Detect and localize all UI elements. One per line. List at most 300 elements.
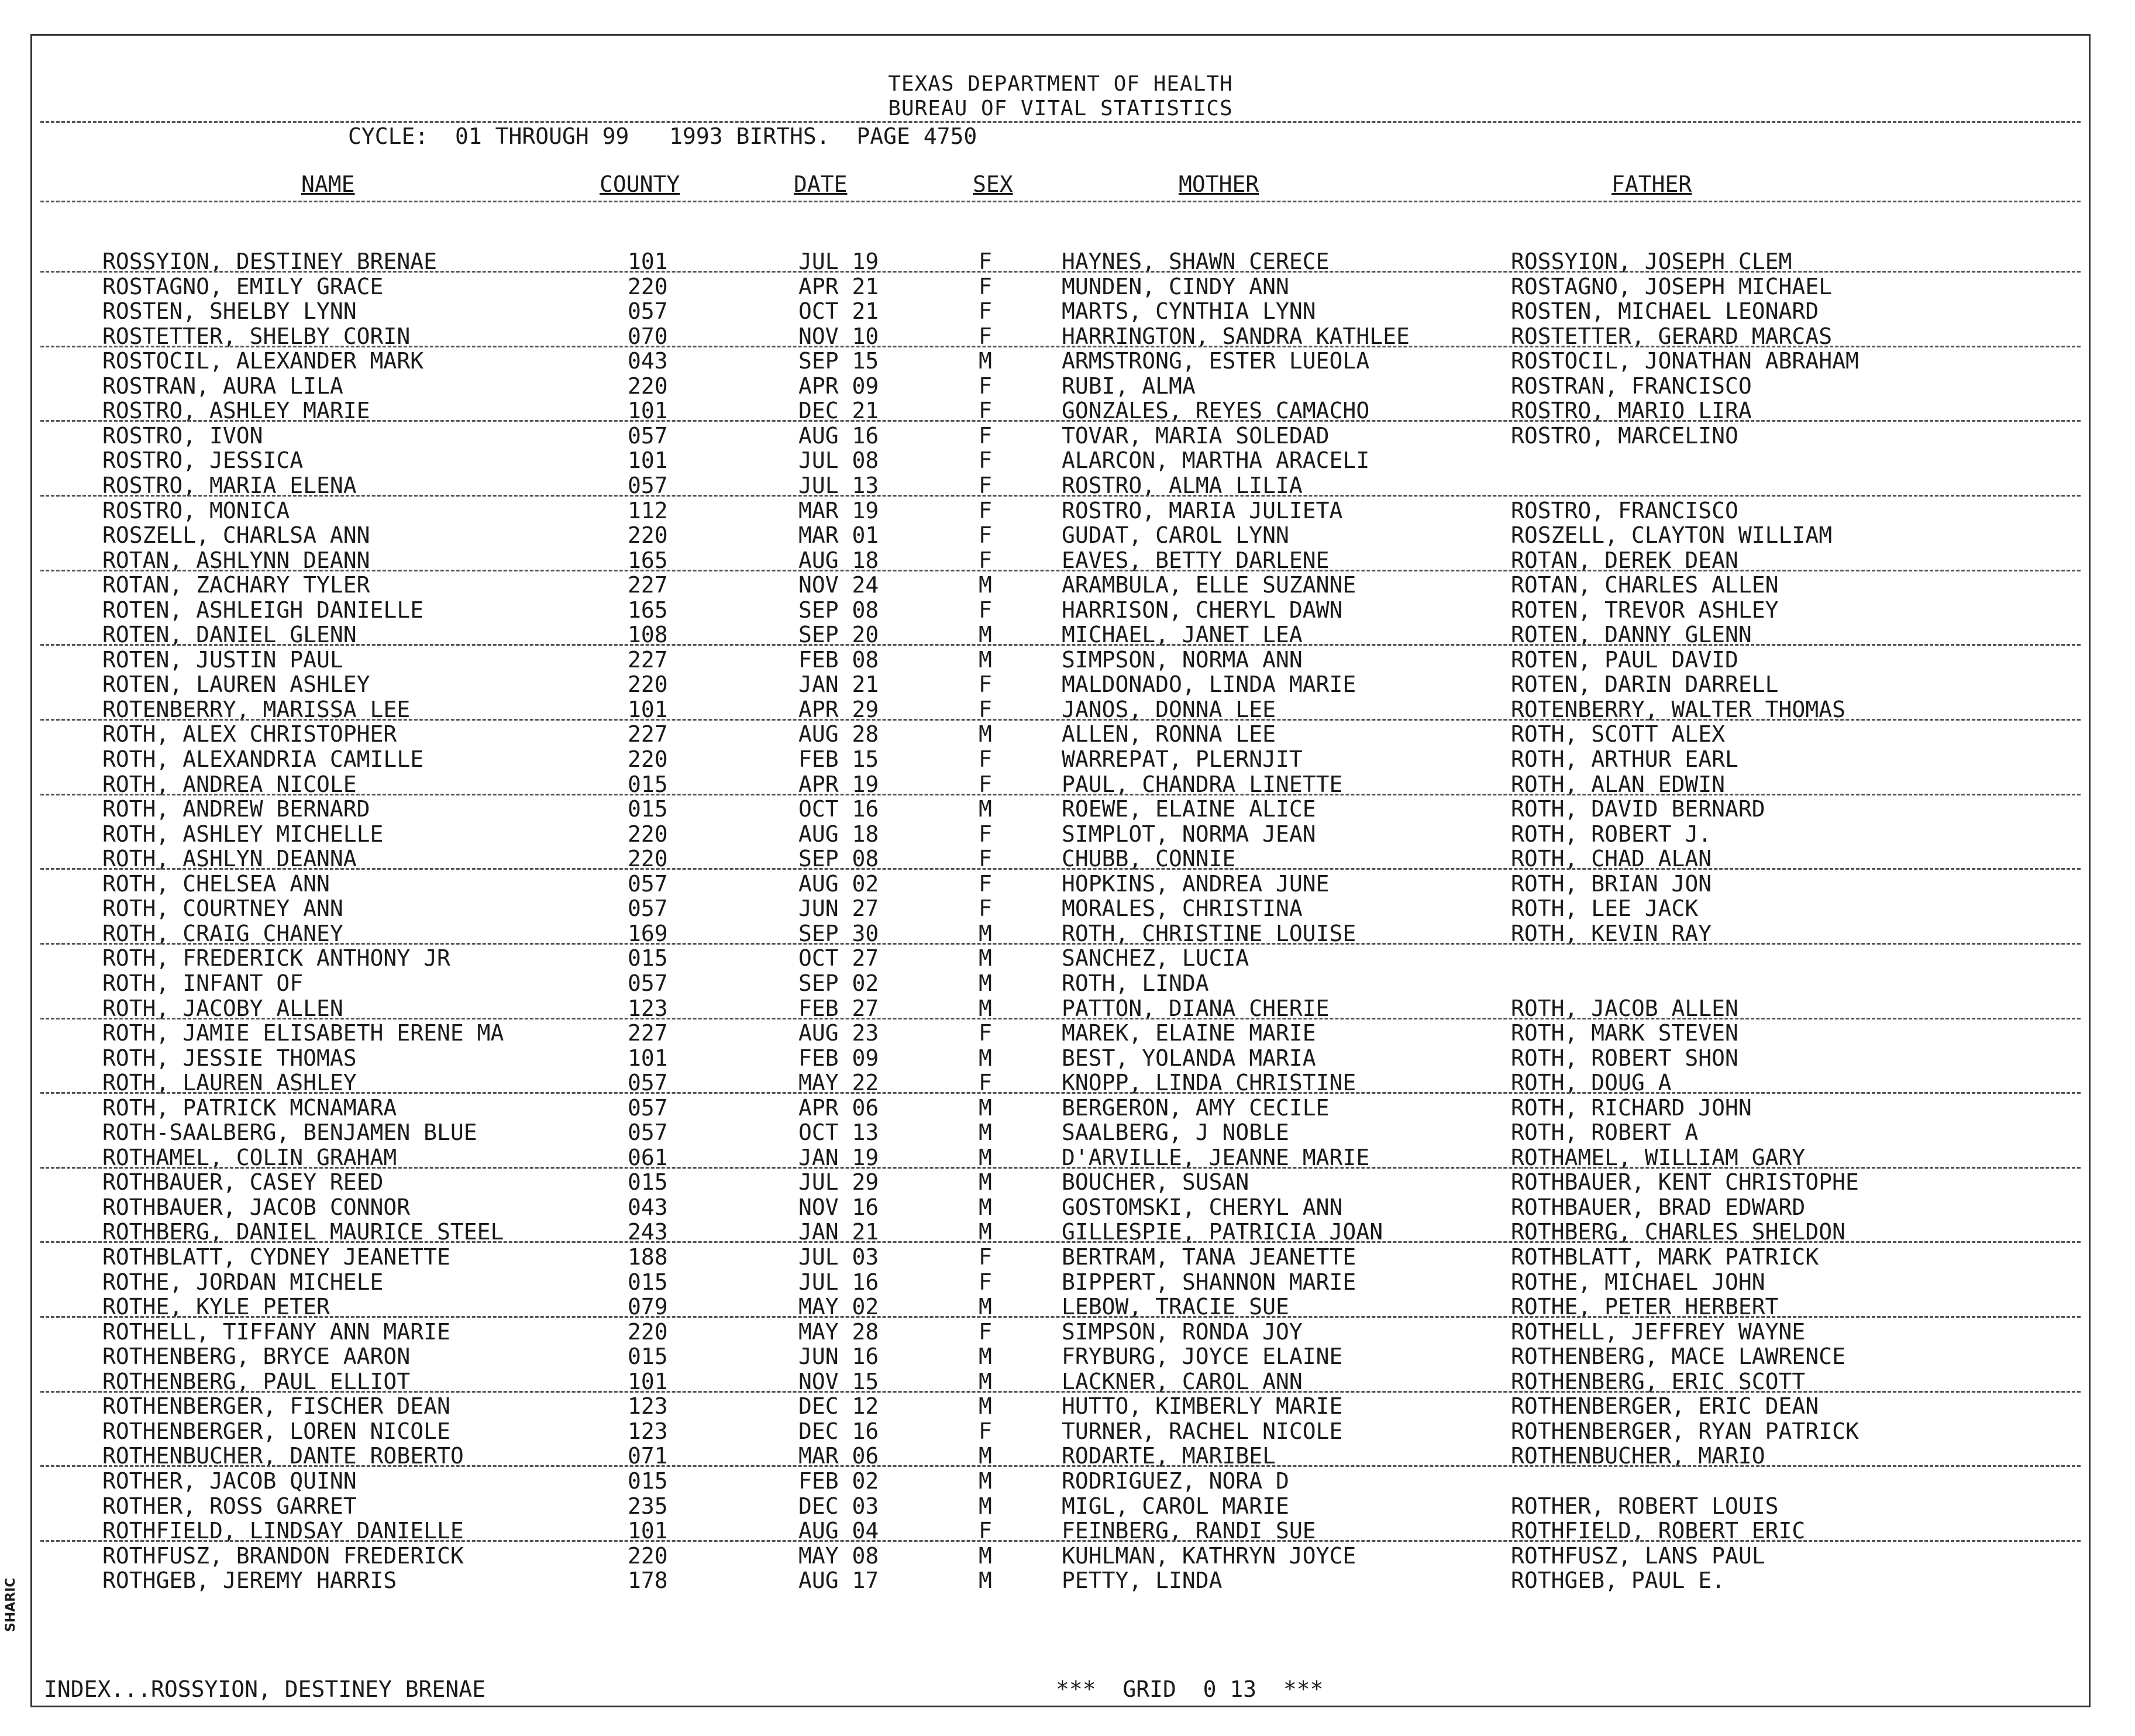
cell-sex: M (979, 348, 992, 374)
cell-sex: F (979, 821, 992, 847)
cell-sex: F (979, 447, 992, 474)
cell-name: ROTHELL, TIFFANY ANN MARIE (102, 1318, 450, 1345)
table-row (32, 721, 2089, 746)
row-group-rule (40, 1465, 2081, 1467)
cell-mother: RODARTE, MARIBEL (1062, 1443, 1276, 1469)
cell-father: ROTAN, DEREK DEAN (1511, 547, 1738, 573)
cell-name: ROTHFIELD, LINDSAY DANIELLE (102, 1518, 464, 1544)
cell-sex: F (979, 1020, 992, 1046)
cell-father: ROSTETTER, GERARD MARCAS (1511, 323, 1833, 349)
cell-name: ROSTRAN, AURA LILA (102, 373, 343, 399)
cell-date: AUG 16 (798, 422, 879, 449)
cell-sex: F (979, 1269, 992, 1295)
cell-mother: ROTH, CHRISTINE LOUISE (1062, 920, 1356, 946)
cell-name: ROTEN, DANIEL GLENN (102, 622, 357, 648)
table-row (32, 771, 2089, 796)
cell-county: 220 (628, 1542, 668, 1569)
cell-county: 101 (628, 249, 668, 274)
table-row (32, 796, 2089, 821)
cell-mother: CHUBB, CONNIE (1062, 846, 1236, 872)
cell-sex: F (979, 597, 992, 623)
cell-sex: F (979, 522, 992, 549)
cell-county: 220 (628, 846, 668, 872)
cell-father: ROTH, SCOTT ALEX (1511, 721, 1726, 748)
table-row (32, 1269, 2089, 1294)
cell-date: JUL 03 (798, 1244, 879, 1270)
table-row (32, 572, 2089, 597)
cell-mother: ROSTRO, MARIA JULIETA (1062, 497, 1343, 523)
table-row (32, 1518, 2089, 1542)
table-row (32, 522, 2089, 547)
cell-name: ROTH, ALEXANDRIA CAMILLE (102, 746, 424, 772)
cell-mother: MALDONADO, LINDA MARIE (1062, 671, 1356, 698)
cell-father: ROTHENBERG, ERIC SCOTT (1511, 1368, 1806, 1394)
cell-father: ROSTOCIL, JONATHAN ABRAHAM (1511, 348, 1859, 374)
cell-county: 057 (628, 895, 668, 922)
cell-father: ROTHENBERGER, RYAN PATRICK (1511, 1418, 1859, 1444)
cell-sex: F (979, 895, 992, 922)
cell-date: MAR 01 (798, 522, 879, 549)
report-page (30, 34, 2091, 1707)
cell-sex: F (979, 870, 992, 897)
cell-name: ROTH, JACOBY ALLEN (102, 995, 343, 1021)
table-row (32, 821, 2089, 846)
table-row (32, 846, 2089, 870)
row-group-rule (40, 420, 2081, 422)
table-row (32, 1145, 2089, 1169)
cell-name: ROTH, CRAIG CHANEY (102, 920, 343, 946)
cell-name: ROTH, PATRICK MCNAMARA (102, 1094, 397, 1121)
table-row (32, 1319, 2089, 1344)
cell-date: MAR 06 (798, 1443, 879, 1469)
cell-mother: BIPPERT, SHANNON MARIE (1062, 1269, 1356, 1295)
grid-footer: *** GRID 0 13 *** (1056, 1676, 1324, 1702)
cell-date: SEP 20 (798, 622, 879, 648)
cell-mother: TURNER, RACHEL NICOLE (1062, 1418, 1343, 1444)
cell-sex: M (979, 970, 992, 996)
cell-father: ROSTRAN, FRANCISCO (1511, 373, 1752, 399)
table-row (32, 921, 2089, 945)
cell-sex: F (979, 846, 992, 872)
cell-father: ROTENBERRY, WALTER THOMAS (1511, 696, 1845, 722)
side-mark: SHARIC (4, 1577, 18, 1632)
cell-mother: LEBOW, TRACIE SUE (1062, 1294, 1289, 1320)
cell-sex: M (979, 622, 992, 648)
cell-sex: M (979, 945, 992, 972)
cell-county: 101 (628, 696, 668, 722)
cell-mother: D'ARVILLE, JEANNE MARIE (1062, 1144, 1370, 1170)
cell-sex: M (979, 1568, 992, 1594)
cell-sex: F (979, 298, 992, 325)
cell-name: ROSSYION, DESTINEY BRENAE (102, 249, 437, 274)
cell-sex: M (979, 646, 992, 673)
row-group-rule (40, 868, 2081, 870)
cell-name: ROTENBERRY, MARISSA LEE (102, 696, 411, 722)
table-row (32, 1568, 2089, 1592)
cell-county: 220 (628, 671, 668, 698)
cell-date: NOV 15 (798, 1368, 879, 1394)
cell-sex: M (979, 1144, 992, 1170)
cell-mother: ALLEN, RONNA LEE (1062, 721, 1276, 748)
cell-date: OCT 13 (798, 1120, 879, 1146)
col-header-father: FATHER (1611, 171, 1692, 197)
cell-county: 112 (628, 497, 668, 523)
row-group-rule (40, 570, 2081, 571)
cell-county: 043 (628, 348, 668, 374)
column-rule (40, 201, 2081, 202)
cell-mother: MUNDEN, CINDY ANN (1062, 273, 1289, 299)
cell-father: ROTH, BRIAN JON (1511, 870, 1712, 897)
cell-mother: ROEWE, ELAINE ALICE (1062, 796, 1316, 822)
cell-father: ROSSYION, JOSEPH CLEM (1511, 249, 1792, 274)
table-row (32, 945, 2089, 970)
table-row (32, 746, 2089, 771)
cell-name: ROTAN, ZACHARY TYLER (102, 572, 370, 598)
cell-name: ROTHE, JORDAN MICHELE (102, 1269, 384, 1295)
cell-date: SEP 30 (798, 920, 879, 946)
cell-sex: M (979, 1219, 992, 1245)
cell-mother: MARTS, CYNTHIA LYNN (1062, 298, 1316, 325)
cell-mother: MICHAEL, JANET LEA (1062, 622, 1303, 648)
cell-father: ROTHENBERG, MACE LAWRENCE (1511, 1344, 1845, 1370)
cell-mother: ROTH, LINDA (1062, 970, 1209, 996)
table-row (32, 547, 2089, 572)
cell-name: ROTHBLATT, CYDNEY JEANETTE (102, 1244, 450, 1270)
cell-sex: M (979, 1294, 992, 1320)
table-row (32, 298, 2089, 323)
cell-date: FEB 15 (798, 746, 879, 772)
cell-mother: RODRIGUEZ, NORA D (1062, 1468, 1289, 1494)
cell-father: ROSTAGNO, JOSEPH MICHAEL (1511, 273, 1833, 299)
row-group-rule (40, 495, 2081, 497)
table-row (32, 1294, 2089, 1318)
cell-date: JUL 29 (798, 1169, 879, 1196)
table-row (32, 1095, 2089, 1120)
cell-name: ROTH, JESSIE THOMAS (102, 1045, 357, 1071)
cell-sex: F (979, 497, 992, 523)
cell-father: ROSTRO, FRANCISCO (1511, 497, 1738, 523)
cell-county: 227 (628, 1020, 668, 1046)
col-header-date: DATE (794, 171, 848, 197)
cell-county: 101 (628, 447, 668, 474)
cell-date: JUL 19 (798, 249, 879, 274)
cell-name: ROTH, JAMIE ELISABETH ERENE MA (102, 1020, 504, 1046)
cell-county: 101 (628, 1518, 668, 1544)
cell-date: AUG 18 (798, 547, 879, 573)
cell-father: ROTHE, PETER HERBERT (1511, 1294, 1779, 1320)
cell-county: 057 (628, 472, 668, 498)
cell-date: JAN 19 (798, 1144, 879, 1170)
table-row (32, 671, 2089, 696)
cell-name: ROTH, ANDREW BERNARD (102, 796, 370, 822)
cell-name: ROTHENBERG, BRYCE AARON (102, 1344, 411, 1370)
cell-mother: SIMPSON, NORMA ANN (1062, 646, 1303, 673)
cell-date: AUG 28 (798, 721, 879, 748)
cell-mother: KUHLMAN, KATHRYN JOYCE (1062, 1542, 1356, 1569)
cell-name: ROSTRO, IVON (102, 422, 263, 449)
cell-sex: F (979, 422, 992, 449)
cell-sex: M (979, 1468, 992, 1494)
cell-date: JAN 21 (798, 1219, 879, 1245)
cell-date: MAY 08 (798, 1542, 879, 1569)
cell-name: ROTH, CHELSEA ANN (102, 870, 330, 897)
cell-county: 243 (628, 1219, 668, 1245)
row-group-rule (40, 1391, 2081, 1393)
cell-name: ROTHENBUCHER, DANTE ROBERTO (102, 1443, 464, 1469)
cell-name: ROSZELL, CHARLSA ANN (102, 522, 370, 549)
cell-county: 220 (628, 522, 668, 549)
cell-date: APR 29 (798, 696, 879, 722)
cell-mother: HOPKINS, ANDREA JUNE (1062, 870, 1330, 897)
cell-county: 061 (628, 1144, 668, 1170)
table-row (32, 895, 2089, 920)
cell-sex: F (979, 1244, 992, 1270)
cell-father: ROTEN, TREVOR ASHLEY (1511, 597, 1779, 623)
table-row (32, 622, 2089, 646)
cell-sex: F (979, 249, 992, 274)
cell-name: ROSTRO, JESSICA (102, 447, 304, 474)
cell-county: 101 (628, 1045, 668, 1071)
cell-county: 220 (628, 746, 668, 772)
cell-father: ROTHFUSZ, LANS PAUL (1511, 1542, 1765, 1569)
cell-mother: ALARCON, MARTHA ARACELI (1062, 447, 1370, 474)
cell-date: OCT 21 (798, 298, 879, 325)
cell-father: ROSTEN, MICHAEL LEONARD (1511, 298, 1819, 325)
cell-name: ROTH, FREDERICK ANTHONY JR (102, 945, 450, 972)
cell-mother: MORALES, CHRISTINA (1062, 895, 1303, 922)
cell-father: ROTH, RICHARD JOHN (1511, 1094, 1752, 1121)
cell-date: FEB 27 (798, 995, 879, 1021)
row-group-rule (40, 1167, 2081, 1169)
cell-date: NOV 10 (798, 323, 879, 349)
cell-father: ROTH, MARK STEVEN (1511, 1020, 1738, 1046)
cell-father: ROTH, DOUG A (1511, 1070, 1672, 1096)
table-row (32, 597, 2089, 622)
row-group-rule (40, 644, 2081, 646)
table-row (32, 1194, 2089, 1219)
table-row (32, 1070, 2089, 1094)
cell-county: 165 (628, 597, 668, 623)
cell-mother: PATTON, DIANA CHERIE (1062, 995, 1330, 1021)
cell-date: OCT 27 (798, 945, 879, 972)
table-row (32, 697, 2089, 721)
cell-father: ROSTRO, MARIO LIRA (1511, 398, 1752, 424)
cell-name: ROTH, ASHLEY MICHELLE (102, 821, 384, 847)
cell-name: ROTHBERG, DANIEL MAURICE STEEL (102, 1219, 504, 1245)
cell-mother: GILLESPIE, PATRICIA JOAN (1062, 1219, 1383, 1245)
col-header-county: COUNTY (600, 171, 680, 197)
cell-name: ROSTOCIL, ALEXANDER MARK (102, 348, 424, 374)
cell-mother: WARREPAT, PLERNJIT (1062, 746, 1303, 772)
bureau-title: BUREAU OF VITAL STATISTICS (888, 97, 1233, 120)
cell-father: ROSTRO, MARCELINO (1511, 422, 1738, 449)
cell-name: ROTHAMEL, COLIN GRAHAM (102, 1144, 397, 1170)
cell-mother: BEST, YOLANDA MARIA (1062, 1045, 1316, 1071)
cell-father: ROTHER, ROBERT LOUIS (1511, 1493, 1779, 1519)
table-row (32, 970, 2089, 995)
cell-date: JUN 27 (798, 895, 879, 922)
cell-mother: KNOPP, LINDA CHRISTINE (1062, 1070, 1356, 1096)
cell-county: 015 (628, 771, 668, 797)
cell-date: MAR 19 (798, 497, 879, 523)
table-row (32, 447, 2089, 472)
cell-sex: M (979, 995, 992, 1021)
cell-name: ROTHENBERGER, LOREN NICOLE (102, 1418, 450, 1444)
table-row (32, 871, 2089, 895)
table-row (32, 373, 2089, 398)
cell-county: 101 (628, 398, 668, 424)
cell-county: 188 (628, 1244, 668, 1270)
cell-sex: M (979, 796, 992, 822)
cell-mother: SIMPLOT, NORMA JEAN (1062, 821, 1316, 847)
table-row (32, 1418, 2089, 1443)
table-row (32, 647, 2089, 671)
col-header-sex: SEX (973, 171, 1013, 197)
cell-mother: RUBI, ALMA (1062, 373, 1196, 399)
cell-father: ROTH, ARTHUR EARL (1511, 746, 1738, 772)
cell-father: ROTHBAUER, KENT CHRISTOPHE (1511, 1169, 1859, 1196)
cell-sex: M (979, 1493, 992, 1519)
cell-county: 015 (628, 1468, 668, 1494)
cell-name: ROTHER, ROSS GARRET (102, 1493, 357, 1519)
cell-sex: F (979, 398, 992, 424)
cell-county: 227 (628, 572, 668, 598)
cell-father: ROTHFIELD, ROBERT ERIC (1511, 1518, 1806, 1544)
cell-date: SEP 15 (798, 348, 879, 374)
table-row (32, 1468, 2089, 1493)
cell-name: ROTHBAUER, CASEY REED (102, 1169, 384, 1196)
cell-name: ROTHER, JACOB QUINN (102, 1468, 357, 1494)
cell-date: APR 21 (798, 273, 879, 299)
cell-mother: LACKNER, CAROL ANN (1062, 1368, 1303, 1394)
cell-county: 123 (628, 1393, 668, 1420)
table-row (32, 498, 2089, 522)
cell-mother: BOUCHER, SUSAN (1062, 1169, 1249, 1196)
cell-date: NOV 16 (798, 1194, 879, 1220)
cell-mother: ROSTRO, ALMA LILIA (1062, 472, 1303, 498)
cell-date: DEC 03 (798, 1493, 879, 1519)
row-group-rule (40, 1241, 2081, 1243)
row-group-rule (40, 346, 2081, 347)
cell-sex: M (979, 1344, 992, 1370)
cell-county: 057 (628, 422, 668, 449)
cell-county: 057 (628, 1070, 668, 1096)
cell-date: JUL 16 (798, 1269, 879, 1295)
cell-sex: F (979, 671, 992, 698)
row-group-rule (40, 1092, 2081, 1094)
cell-father: ROTHE, MICHAEL JOHN (1511, 1269, 1765, 1295)
col-header-name: NAME (301, 171, 355, 197)
cell-date: MAY 28 (798, 1318, 879, 1345)
table-row (32, 1369, 2089, 1393)
cell-name: ROSTEN, SHELBY LYNN (102, 298, 357, 325)
cell-county: 071 (628, 1443, 668, 1469)
cell-mother: PETTY, LINDA (1062, 1568, 1223, 1594)
cell-mother: HARRINGTON, SANDRA KATHLEE (1062, 323, 1410, 349)
cell-sex: F (979, 472, 992, 498)
cell-date: JAN 21 (798, 671, 879, 698)
cell-date: FEB 08 (798, 646, 879, 673)
cell-mother: EAVES, BETTY DARLENE (1062, 547, 1330, 573)
cell-father: ROTEN, DANNY GLENN (1511, 622, 1752, 648)
cell-mother: TOVAR, MARIA SOLEDAD (1062, 422, 1330, 449)
cell-date: OCT 16 (798, 796, 879, 822)
cell-sex: F (979, 771, 992, 797)
cell-county: 079 (628, 1294, 668, 1320)
cell-county: 178 (628, 1568, 668, 1594)
cell-name: ROTHFUSZ, BRANDON FREDERICK (102, 1542, 464, 1569)
cell-date: FEB 09 (798, 1045, 879, 1071)
cell-sex: M (979, 1443, 992, 1469)
cycle-line: CYCLE: 01 THROUGH 99 1993 BIRTHS. PAGE 4750 (348, 123, 977, 149)
cell-date: MAY 02 (798, 1294, 879, 1320)
cell-sex: M (979, 1542, 992, 1569)
cell-father: ROTHBLATT, MARK PATRICK (1511, 1244, 1819, 1270)
cell-sex: F (979, 373, 992, 399)
cell-mother: ARMSTRONG, ESTER LUEOLA (1062, 348, 1370, 374)
row-group-rule (40, 719, 2081, 721)
cell-county: 101 (628, 1368, 668, 1394)
cell-name: ROTEN, ASHLEIGH DANIELLE (102, 597, 424, 623)
row-group-rule (40, 271, 2081, 273)
cell-date: APR 06 (798, 1094, 879, 1121)
row-group-rule (40, 1316, 2081, 1318)
cell-name: ROTH, COURTNEY ANN (102, 895, 343, 922)
cell-name: ROTHENBERGER, FISCHER DEAN (102, 1393, 450, 1420)
cell-county: 227 (628, 721, 668, 748)
cell-father: ROTEN, DARIN DARRELL (1511, 671, 1779, 698)
table-row (32, 423, 2089, 447)
cell-sex: F (979, 1070, 992, 1096)
table-row (32, 1169, 2089, 1194)
cell-county: 015 (628, 1269, 668, 1295)
cell-date: AUG 04 (798, 1518, 879, 1544)
cell-date: AUG 02 (798, 870, 879, 897)
row-group-rule (40, 1540, 2081, 1542)
table-row (32, 1443, 2089, 1468)
cell-name: ROSTRO, MARIA ELENA (102, 472, 357, 498)
cell-name: ROTAN, ASHLYNN DEANN (102, 547, 370, 573)
cell-father: ROTH, KEVIN RAY (1511, 920, 1712, 946)
cell-mother: SAALBERG, J NOBLE (1062, 1120, 1289, 1146)
cell-sex: M (979, 1194, 992, 1220)
cell-sex: F (979, 1518, 992, 1544)
table-row (32, 1344, 2089, 1368)
table-row (32, 1020, 2089, 1045)
cell-sex: F (979, 746, 992, 772)
cell-county: 220 (628, 373, 668, 399)
cell-name: ROSTAGNO, EMILY GRACE (102, 273, 384, 299)
cell-date: MAY 22 (798, 1070, 879, 1096)
cell-mother: JANOS, DONNA LEE (1062, 696, 1276, 722)
cell-mother: FEINBERG, RANDI SUE (1062, 1518, 1316, 1544)
cell-mother: GONZALES, REYES CAMACHO (1062, 398, 1370, 424)
cell-county: 123 (628, 995, 668, 1021)
cell-county: 057 (628, 1120, 668, 1146)
cell-county: 227 (628, 646, 668, 673)
cell-county: 057 (628, 970, 668, 996)
cell-sex: M (979, 1120, 992, 1146)
cell-mother: HUTTO, KIMBERLY MARIE (1062, 1393, 1343, 1420)
cell-name: ROTEN, JUSTIN PAUL (102, 646, 343, 673)
table-row (32, 249, 2089, 273)
cell-county: 220 (628, 821, 668, 847)
cell-date: JUN 16 (798, 1344, 879, 1370)
cell-date: APR 09 (798, 373, 879, 399)
cell-father: ROTH, CHAD ALAN (1511, 846, 1712, 872)
cell-father: ROTAN, CHARLES ALLEN (1511, 572, 1779, 598)
cell-name: ROTH, ALEX CHRISTOPHER (102, 721, 397, 748)
